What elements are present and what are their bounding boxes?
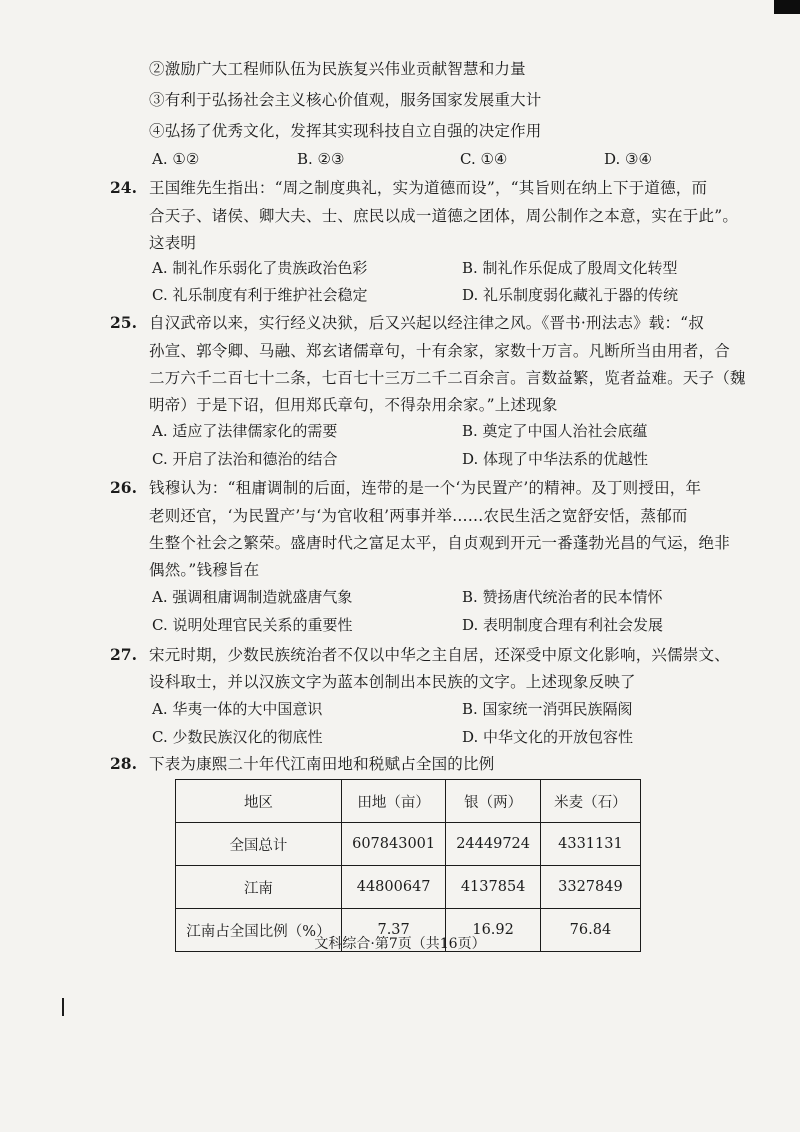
table-cell: 16.92 [446, 909, 540, 952]
q24-stem-line: 合天子、诸侯、卿大夫、士、庶民以成一道德之团体，周公制作之本意，实在于此”。 [149, 207, 739, 225]
q24-option-a: A. 制礼作乐弱化了贵族政治色彩 [152, 259, 368, 277]
q23-option-a: A. ①② [152, 150, 200, 168]
table-row [176, 823, 641, 866]
q28-number: 28. [110, 754, 137, 773]
q26-number: 26. [110, 478, 137, 497]
q27-option-b: B. 国家统一消弭民族隔阂 [462, 700, 633, 718]
q23-option-c: C. ①④ [460, 150, 508, 168]
table-cell: 4137854 [446, 866, 540, 909]
q26-stem-line: 生整个社会之繁荣。盛唐时代之富足太平，自贞观到开元一番蓬勃光昌的气运，绝非 [149, 534, 730, 552]
q25-stem-line: 自汉武帝以来，实行经义决狱，后又兴起以经注律之风。《晋书·刑法志》载：“叔 [149, 314, 705, 332]
q24-option-d: D. 礼乐制度弱化藏礼于器的传统 [462, 286, 679, 304]
table-cell: 全国总计 [176, 823, 342, 866]
q26-stem-line: 偶然。”钱穆旨在 [149, 561, 260, 579]
q23-option-b: B. ②③ [297, 150, 345, 168]
q28-stem-line: 下表为康熙二十年代江南田地和税赋占全国的比例 [149, 755, 495, 773]
q25-stem-line: 明帝）于是下诏，但用郑氏章句，不得杂用余家。”上述现象 [149, 396, 558, 414]
q23-option-d: D. ③④ [604, 150, 652, 168]
table-cell: 24449724 [446, 823, 540, 866]
table-header-row [176, 780, 641, 823]
table-cell: 3327849 [540, 866, 640, 909]
q26-stem-line: 钱穆认为：“租庸调制的后面，连带的是一个‘为民置产’的精神。及丁则授田，年 [149, 479, 702, 497]
q24-number: 24. [110, 178, 137, 197]
q23-item-3: ③有利于弘扬社会主义核心价值观，服务国家发展重大计 [149, 91, 542, 109]
q25-stem-line: 二万六千二百七十二条，七百七十三万二千二百余言。言数益繁，览者益难。天子（魏 [149, 369, 746, 387]
q27-stem-line: 宋元时期，少数民族统治者不仅以中华之主自居，还深受中原文化影响，兴儒崇文、 [149, 646, 730, 664]
q26-option-b: B. 赞扬唐代统治者的民本情怀 [462, 588, 663, 606]
margin-mark [62, 998, 64, 1016]
q25-option-d: D. 体现了中华法系的优越性 [462, 450, 649, 468]
q26-option-d: D. 表明制度合理有利社会发展 [462, 616, 664, 634]
table-row [176, 866, 641, 909]
q25-option-b: B. 奠定了中国人治社会底蕴 [462, 422, 648, 440]
q26-stem-line: 老则还官，‘为民置产’与‘为官收租’两事并举……农民生活之宽舒安恬，蒸郁而 [149, 507, 688, 525]
page-footer: 文科综合·第7页（共16页） [314, 936, 486, 952]
table-header-cell: 田地（亩） [341, 780, 445, 823]
table-header-cell: 银（两） [446, 780, 540, 823]
table-cell: 7.37 [341, 909, 445, 952]
q28-data-table [175, 779, 641, 952]
table-cell: 76.84 [540, 909, 640, 952]
q24-stem-line: 这表明 [149, 234, 197, 252]
q27-stem-line: 设科取士，并以汉族文字为蓝本创制出本民族的文字。上述现象反映了 [149, 673, 636, 691]
table-cell: 607843001 [341, 823, 445, 866]
q23-item-4: ④弘扬了优秀文化，发挥其实现科技自立自强的决定作用 [149, 122, 542, 140]
q25-number: 25. [110, 313, 137, 332]
table-header-cell: 地区 [176, 780, 342, 823]
q27-number: 27. [110, 645, 137, 664]
q27-option-c: C. 少数民族汉化的彻底性 [152, 728, 323, 746]
table-cell: 江南 [176, 866, 342, 909]
q24-option-b: B. 制礼作乐促成了殷周文化转型 [462, 259, 678, 277]
q26-option-c: C. 说明处理官民关系的重要性 [152, 616, 353, 634]
table-cell: 44800647 [341, 866, 445, 909]
table-cell: 4331131 [540, 823, 640, 866]
q25-option-c: C. 开启了法治和德治的结合 [152, 450, 338, 468]
q24-stem-line: 王国维先生指出：“周之制度典礼，实为道德而设”，“其旨则在纳上下于道德，而 [149, 179, 708, 197]
table-header-cell: 米麦（石） [540, 780, 640, 823]
q27-option-a: A. 华夷一体的大中国意识 [152, 700, 323, 718]
q26-option-a: A. 强调租庸调制造就盛唐气象 [152, 588, 353, 606]
q25-stem-line: 孙宣、郭令卿、马融、郑玄诸儒章句，十有余家，家数十万言。凡断所当由用者，合 [149, 342, 730, 360]
table-cell: 江南占全国比例（%） [176, 909, 342, 952]
q24-option-c: C. 礼乐制度有利于维护社会稳定 [152, 286, 368, 304]
q23-item-2: ②激励广大工程师队伍为民族复兴伟业贡献智慧和力量 [149, 60, 526, 78]
q27-option-d: D. 中华文化的开放包容性 [462, 728, 634, 746]
q25-option-a: A. 适应了法律儒家化的需要 [152, 422, 338, 440]
